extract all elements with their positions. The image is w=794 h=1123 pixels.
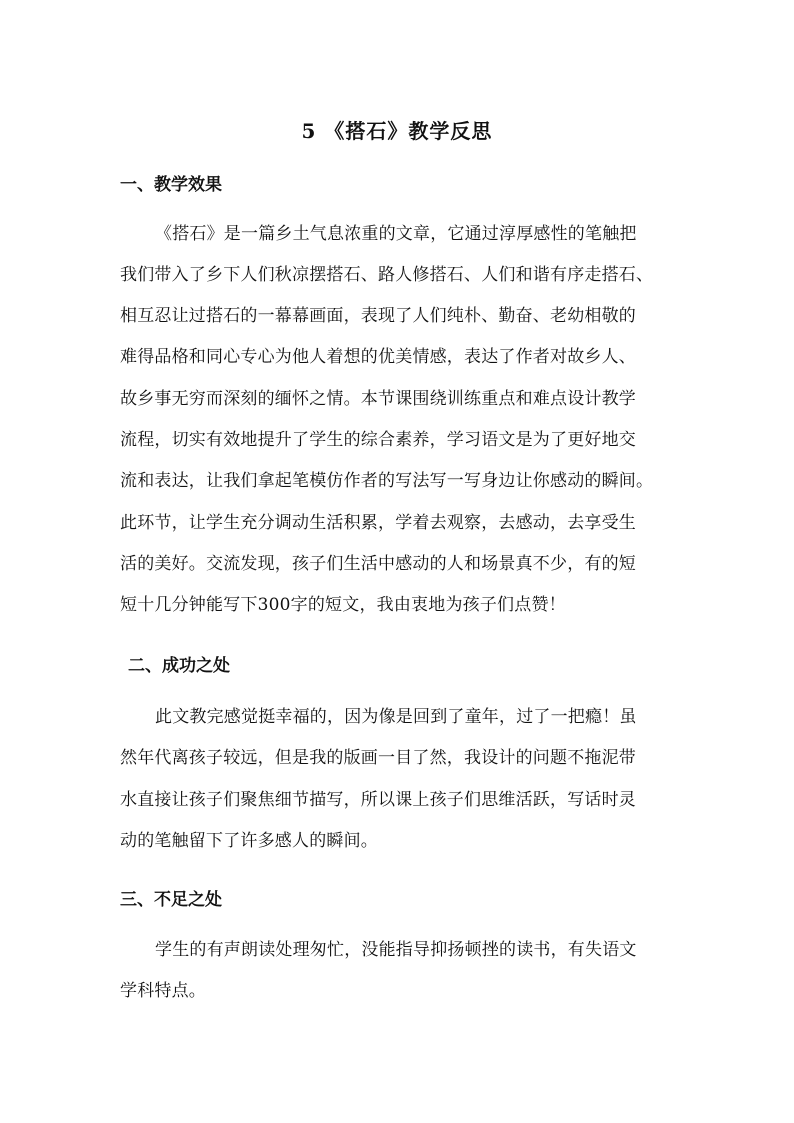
paragraph-line: 然年代离孩子较远，但是我的版画一目了然，我设计的问题不拖泥带 bbox=[120, 748, 636, 768]
paragraph-line: 我们带入了乡下人们秋凉摆搭石、路人修搭石、人们和谐有序走搭石、 bbox=[120, 265, 654, 285]
section-heading-success: 二、成功之处 bbox=[128, 656, 230, 676]
paragraph-line: 流程，切实有效地提升了学生的综合素养，学习语文是为了更好地交 bbox=[120, 430, 636, 450]
paragraph-line: 难得品格和同心专心为他人着想的优美情感，表达了作者对故乡人、 bbox=[120, 347, 636, 367]
paragraph-line: 活的美好。交流发现，孩子们生活中感动的人和场景真不少，有的短 bbox=[120, 554, 636, 574]
section-heading-effect: 一、教学效果 bbox=[120, 175, 222, 195]
paragraph-line: 学生的有声朗读处理匆忙，没能指导抑扬顿挫的读书，有失语文 bbox=[155, 940, 637, 960]
paragraph-line: 动的笔触留下了许多感人的瞬间。 bbox=[120, 831, 378, 851]
paragraph-line: 此文教完感觉挺幸福的，因为像是回到了童年，过了一把瘾！虽 bbox=[155, 707, 637, 727]
paragraph-line: 水直接让孩子们聚焦细节描写，所以课上孩子们思维活跃，写话时灵 bbox=[120, 790, 636, 810]
paragraph-line: 故乡事无穷而深刻的缅怀之情。本节课围绕训练重点和难点设计教学 bbox=[120, 389, 636, 409]
paragraph-line: 学科特点。 bbox=[120, 981, 206, 1001]
page-title: 5 《搭石》教学反思 bbox=[301, 119, 493, 143]
section-heading-shortcomings: 三、不足之处 bbox=[120, 890, 222, 910]
paragraph-line: 相互忍让过搭石的一幕幕画面，表现了人们纯朴、勤奋、老幼相敬的 bbox=[120, 306, 636, 326]
paragraph-line: 短十几分钟能写下300字的短文，我由衷地为孩子们点赞！ bbox=[120, 595, 566, 615]
paragraph-line: 《搭石》是一篇乡土气息浓重的文章，它通过淳厚感性的笔触把 bbox=[155, 224, 637, 244]
paragraph-line: 此环节，让学生充分调动生活积累，学着去观察，去感动，去享受生 bbox=[120, 513, 636, 533]
paragraph-line: 流和表达，让我们拿起笔模仿作者的写法写一写身边让你感动的瞬间。 bbox=[120, 471, 654, 491]
